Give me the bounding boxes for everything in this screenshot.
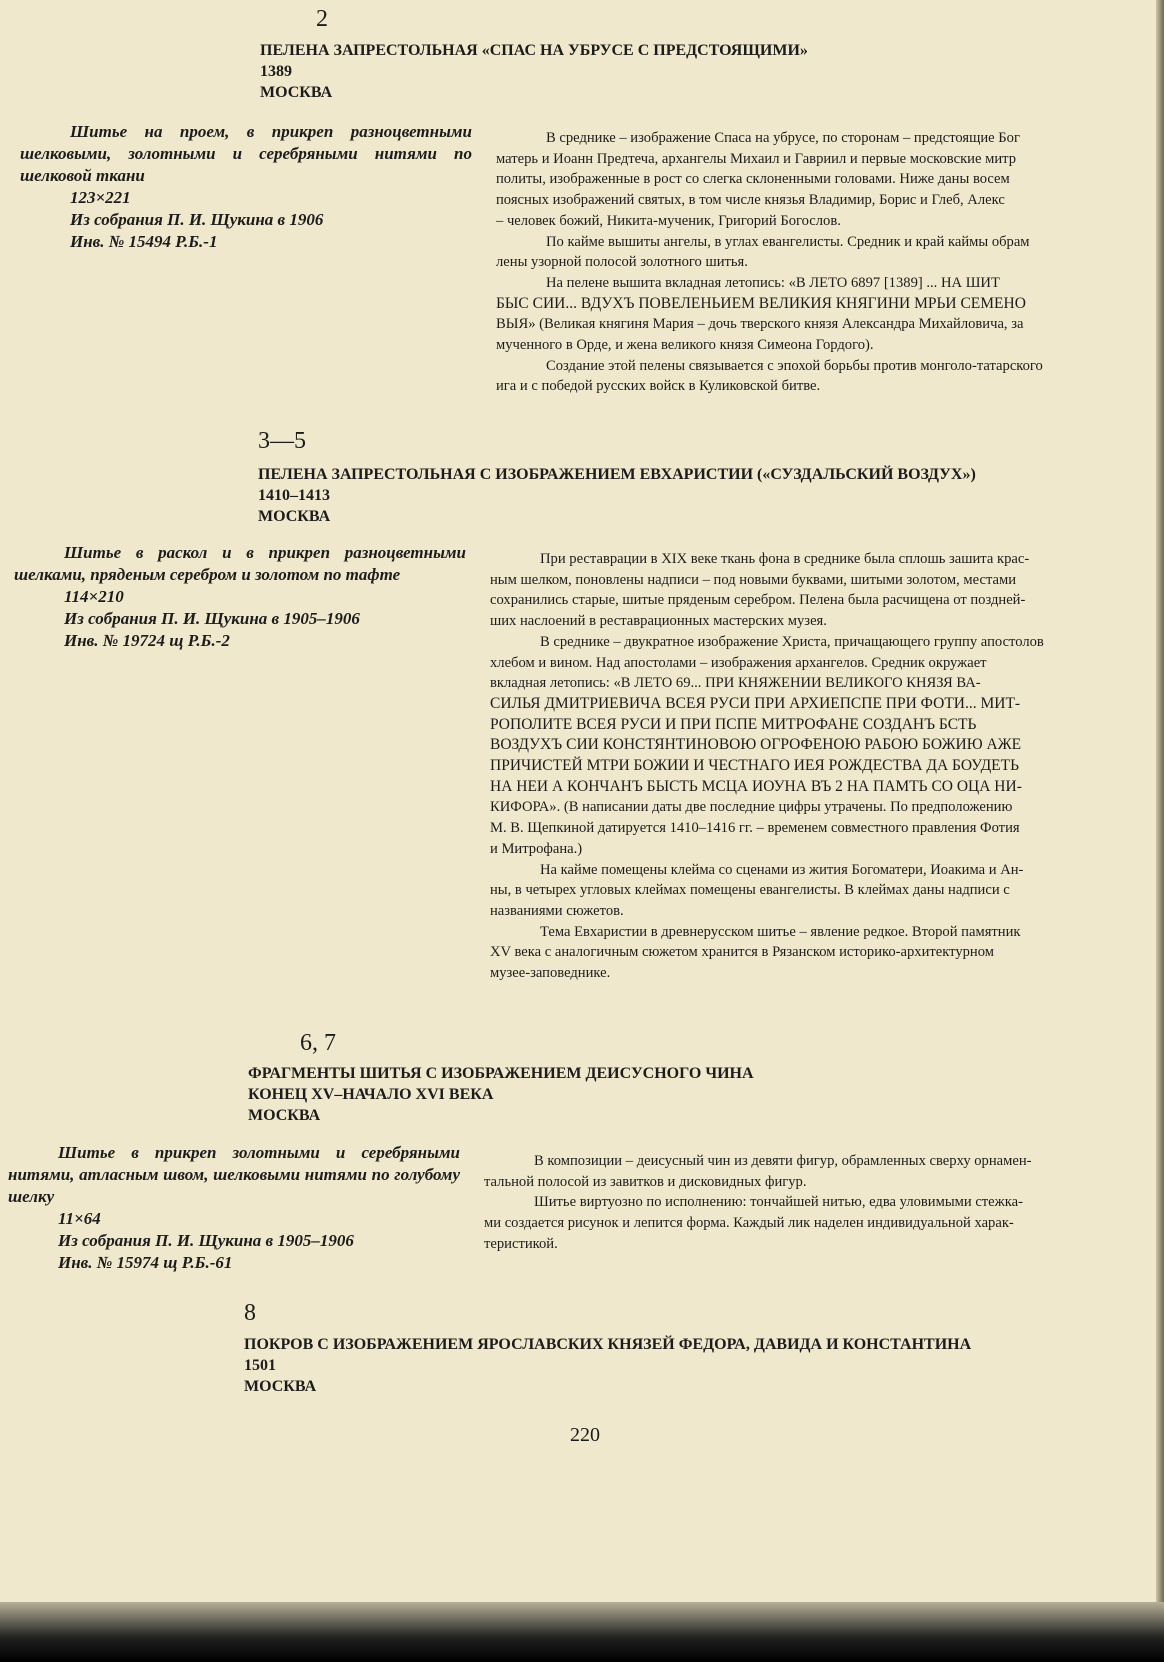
entry-heading <box>248 1063 754 1126</box>
entry-collection: Из собрания П. И. Щукина в 1906 <box>70 210 324 229</box>
text-line: и Митрофана.) <box>490 840 583 857</box>
scan-bottom-shadow <box>0 1602 1164 1662</box>
text-line: КИФОРА». (В написании даты две последние цифры утрачены. По предположению <box>490 799 1013 816</box>
text-line: ших наслоений в реставрационных мастерских музея. <box>490 613 827 630</box>
entry-title: ПЕЛЕНА ЗАПРЕСТОЛЬНАЯ «СПАС НА УБРУСЕ С ПРЕДСТОЯЩИМИ» <box>260 42 808 59</box>
entry-title: ПЕЛЕНА ЗАПРЕСТОЛЬНАЯ С ИЗОБРАЖЕНИЕМ ЕВХАРИСТИИ («СУЗДАЛЬСКИЙ ВОЗДУХ») <box>258 466 976 483</box>
text-line: Создание этой пелены связывается с эпохой борьбы против монголо-татарского <box>546 357 1043 374</box>
entry-title: ПОКРОВ С ИЗОБРАЖЕНИЕМ ЯРОСЛАВСКИХ КНЯЗЕЙ ФЕДОРА, ДАВИДА И КОНСТАНТИНА <box>244 1336 972 1353</box>
text-line: музее-заповеднике. <box>490 965 611 982</box>
entry-heading <box>244 1334 971 1397</box>
text-line: В среднике – двукратное изображение Христа, причащающего группу апостолов <box>540 633 1044 650</box>
text-line: ВЫЯ» (Великая княгиня Мария – дочь тверского князя Александра Михайловича, за <box>496 316 1024 333</box>
entry-number: 6, 7 <box>300 1030 336 1056</box>
entry-place: МОСКВА <box>244 1378 317 1395</box>
text-line: ига и с победой русских войск в Куликовской битве. <box>496 378 821 395</box>
text-line: теристикой. <box>484 1235 558 1252</box>
entry-place: МОСКВА <box>260 84 333 101</box>
page-number: 220 <box>570 1424 600 1446</box>
entry-technique: Шитье в прикреп золотными и серебряными нитями, атласным швом, шелковыми нитями по голубому шелку <box>8 1143 460 1206</box>
entry-details <box>20 121 472 253</box>
entry-details <box>8 1142 460 1274</box>
entry-date: 1501 <box>244 1357 276 1374</box>
entry-description <box>490 549 1164 984</box>
text-line: мученного в Орде, и жена великого князя Симеона Гордого). <box>496 337 874 354</box>
text-line: ны, в четырех угловых клеймах помещены евангелисты. В клеймах даны надписи с <box>490 882 1010 899</box>
entry-technique: Шитье в раскол и в прикреп разноцветными шелками, пряденым серебром и золотом по тафте <box>14 543 466 584</box>
entry-heading <box>260 40 808 103</box>
text-line: вкладная летопись: «В ЛЕТО 69... ПРИ КНЯЖЕНИИ ВЕЛИКОГО КНЯЗЯ ВА- <box>490 675 981 692</box>
text-line: ми создается рисунок и лепится форма. Каждый лик наделен индивидуальной харак- <box>484 1215 1014 1232</box>
book-spine-shadow <box>1156 0 1164 1662</box>
text-line: XV века с аналогичным сюжетом хранится в Рязанском историко-архитектурном <box>490 944 994 961</box>
entry-heading <box>258 464 976 527</box>
entry-number: 2 <box>316 6 328 32</box>
entry-description <box>484 1151 1164 1255</box>
text-line: НА НЕИ А КОНЧАНЪ БЫСТЬ МСЦА ИОУНА ВЪ 2 НА ПАМТЬ СО ОЦА НИ- <box>490 777 1022 795</box>
entry-date: 1389 <box>260 63 292 80</box>
text-line: Тема Евхаристии в древнерусском шитье – явление редкое. Второй памятник <box>540 923 1021 940</box>
entry-collection: Из собрания П. И. Щукина в 1905–1906 <box>64 609 360 628</box>
entry-description <box>496 128 1164 397</box>
text-line: хлебом и вином. Над апостолами – изображения архангелов. Средник окружает <box>490 654 987 671</box>
text-line: политы, изображенные в рост со слегка склоненными головами. Ниже даны восем <box>496 171 1010 188</box>
text-line: лены узорной полосой золотного шитья. <box>496 254 748 271</box>
text-line: ным шелком, поновлены надписи – под новыми буквами, шитыми золотом, местами <box>490 571 1017 588</box>
text-line: названиями сюжетов. <box>490 902 624 919</box>
entry-title: ФРАГМЕНТЫ ШИТЬЯ С ИЗОБРАЖЕНИЕМ ДЕИСУСНОГО ЧИНА <box>248 1065 754 1082</box>
entry-number: 8 <box>244 1300 256 1326</box>
text-line: ПРИЧИСТЕЙ МТРИ БОЖИИ И ЧЕСТНАГО ИЕЯ РОЖДЕСТВА ДА БОУДЕТЬ <box>490 757 1019 775</box>
entry-date: 1410–1413 <box>258 487 330 504</box>
text-line: сохранились старые, шитые пряденым серебром. Пелена была расчищена от поздней- <box>490 592 1026 609</box>
text-line: БЫС СИИ... ВДУХЪ ПОВЕЛЕНЬИЕМ ВЕЛИКИЯ КНЯГИНИ МРЬИ СЕМЕНО <box>496 294 1026 312</box>
entry-inventory: Инв. № 15494 Р.Б.-1 <box>70 232 218 251</box>
entry-place: МОСКВА <box>258 508 331 525</box>
text-line: тальной полосой из завитков и дисковидных фигур. <box>484 1173 807 1190</box>
text-line: СИЛЬЯ ДМИТРИЕВИЧА ВСЕЯ РУСИ ПРИ АРХИЕПСПЕ ПРИ ФОТИ... МИТ- <box>490 694 1021 712</box>
text-line: – человек божий, Никита-мученик, Григорий Богослов. <box>496 212 841 229</box>
entry-details <box>14 542 466 652</box>
text-line: поясных изображений святых, в том числе князья Владимир, Борис и Глеб, Алекс <box>496 192 1005 209</box>
text-line: М. В. Щепкиной датируется 1410–1416 гг. – временем совместного правления Фотия <box>490 820 1020 837</box>
text-line: ВОЗДУХЪ СИИ КОНСТЯНТИНОВОЮ ОГРОФЕНОЮ РАБОЮ БОЖИЮ АЖЕ <box>490 736 1022 754</box>
text-line: На кайме помещены клейма со сценами из жития Богоматери, Иоакима и Ан- <box>540 861 1024 878</box>
entry-place: МОСКВА <box>248 1107 321 1124</box>
entry-date: КОНЕЦ XV–НАЧАЛО XVI ВЕКА <box>248 1086 494 1103</box>
entry-size: 11×64 <box>58 1209 101 1228</box>
text-line: матерь и Иоанн Предтеча, архангелы Михаил и Гавриил и первые московские митр <box>496 150 1017 167</box>
entry-size: 114×210 <box>64 587 124 606</box>
entry-inventory: Инв. № 19724 щ Р.Б.-2 <box>64 631 230 650</box>
entry-inventory: Инв. № 15974 щ Р.Б.-61 <box>58 1253 233 1272</box>
entry-collection: Из собрания П. И. Щукина в 1905–1906 <box>58 1231 354 1250</box>
text-line: В среднике – изображение Спаса на убрусе, по сторонам – предстоящие Бог <box>546 130 1020 146</box>
text-line: В композиции – деисусный чин из девяти фигур, обрамленных сверху орнамен- <box>534 1153 1032 1169</box>
text-line: По кайме вышиты ангелы, в углах евангелисты. Средник и край каймы обрам <box>546 233 1030 250</box>
entry-size: 123×221 <box>70 188 131 207</box>
entry-number: 3—5 <box>258 428 306 454</box>
text-line: При реставрации в XIX веке ткань фона в среднике была сплошь зашита крас- <box>540 551 1030 567</box>
entry-technique: Шитье на проем, в прикреп разноцветными шелковыми, золотными и серебряными нитями по шелковой ткани <box>20 122 472 185</box>
text-line: Шитье виртуозно по исполнению: тончайшей нитью, едва уловимыми стежка- <box>534 1194 1023 1211</box>
text-line: РОПОЛИТЕ ВСЕЯ РУСИ И ПРИ ПСПЕ МИТРОФАНЕ СОЗДАНЪ БСТЬ <box>490 715 977 733</box>
text-line: На пелене вышита вкладная летопись: «В ЛЕТО 6897 [1389] ... НА ШИТ <box>546 274 1000 291</box>
